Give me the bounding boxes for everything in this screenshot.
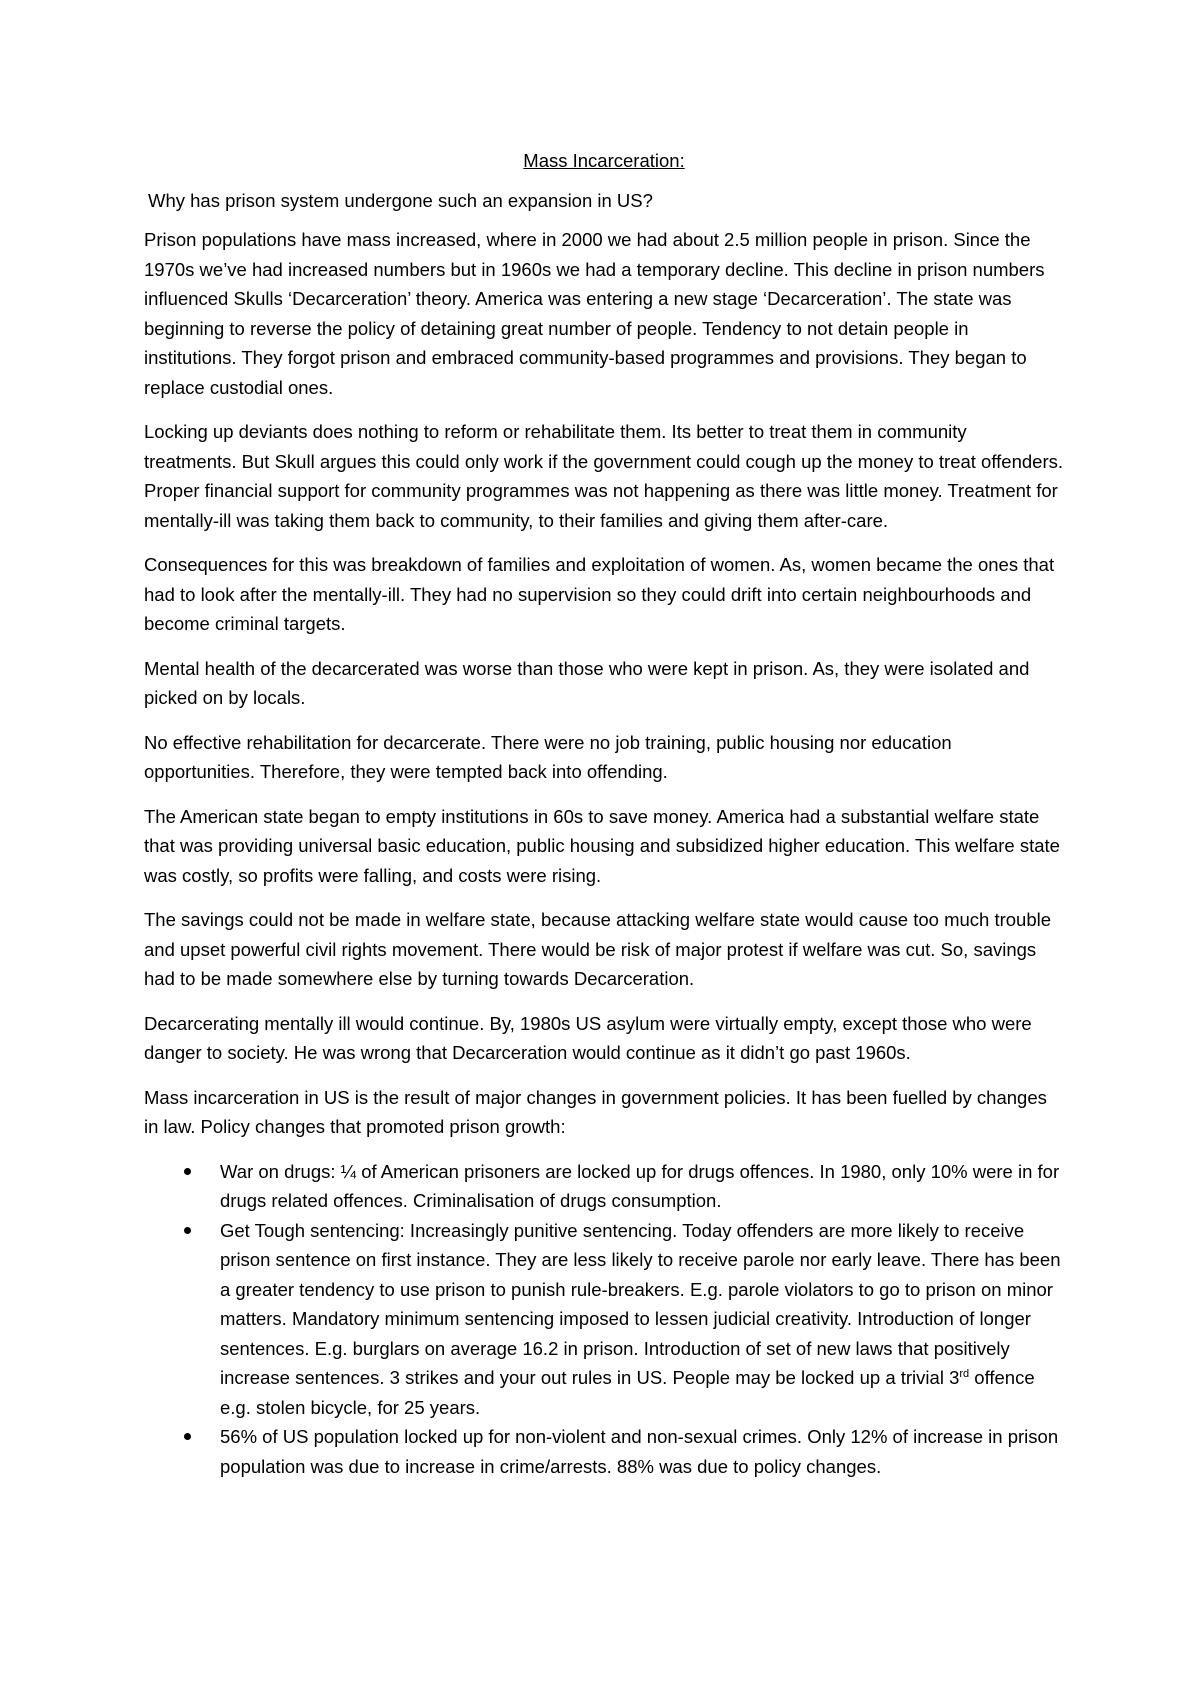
document-body <box>144 146 1064 1481</box>
list-item <box>144 1216 1064 1423</box>
list-item-text-part: offence e.g. stolen bicycle, for 25 years. <box>220 1367 1035 1418</box>
paragraph: Decarcerating mentally ill would continue. By, 1980s US asylum were virtually empty, except those who were danger to society. He was wrong that Decarceration would continue as it didn’t go past 1960s. <box>144 1012 1032 1063</box>
bullet-icon <box>184 1227 191 1234</box>
paragraph: Mass incarceration in US is the result of major changes in government policies. It has been fuelled by changes in law. Policy changes that promoted prison growth: <box>144 1086 1047 1137</box>
list-item-text-part: Get Tough sentencing: Increasingly punitive sentencing. Today offenders are more likely to receive prison sentence on first instance. They are less likely to receive parole nor early leave. There has been a greater tendency to use prison to punish rule-breakers. E.g. parole violators to go to prison on minor matters. Mandatory minimum sentencing imposed to lessen judicial creativity. Introduction of longer sentences. E.g. burglars on average 16.2 in prison. Introduction of set of new laws that positively increase sentences. 3 strikes and your out rules in US. People may be locked up a trivial 3 <box>220 1219 1061 1388</box>
list-item-text <box>220 1220 1061 1418</box>
list-item-text: War on drugs: ¼ of American prisoners are locked up for drugs offences. In 1980, only 10% were in for drugs related offences. Criminalisation of drugs consumption. <box>220 1160 1060 1211</box>
bullet-icon <box>184 1433 191 1440</box>
paragraph: Prison populations have mass increased, where in 2000 we had about 2.5 million people in prison. Since the 1970s we’ve had increased numbers but in 1960s we had a temporary decline. This decline in prison numbers influenced Skulls ‘Decarceration’ theory. America was entering a new stage ‘Decarceration’. The state was beginning to reverse the policy of detaining great number of people. Tendency to not detain people in institutions. They forgot prison and embraced community-based programmes and provisions. They began to replace custodial ones. <box>144 229 1045 398</box>
list-item <box>144 1157 1064 1216</box>
page-title: Mass Incarceration: <box>523 150 685 171</box>
paragraph: Mental health of the decarcerated was worse than those who were kept in prison. As, they were isolated and picked on by locals. <box>144 657 1030 708</box>
paragraph: No effective rehabilitation for decarcerate. There were no job training, public housing nor education opportunities. Therefore, they were tempted back into offending. <box>144 731 952 782</box>
question-text: Why has prison system undergone such an expansion in US? <box>148 189 653 211</box>
paragraph: Consequences for this was breakdown of families and exploitation of women. As, women became the ones that had to look after the mentally-ill. They had no supervision so they could drift into certain neighbourhoods and become criminal targets. <box>144 554 1055 634</box>
bullet-icon <box>184 1168 191 1175</box>
paragraph: The American state began to empty institutions in 60s to save money. America had a substantial welfare state that was providing universal basic education, public housing and subsidized higher education. This welfare state was costly, so profits were falling, and costs were rising. <box>144 805 1060 886</box>
list-item-text: 56% of US population locked up for non-violent and non-sexual crimes. Only 12% of increase in prison population was due to increase in crime/arrests. 88% was due to policy changes. <box>220 1426 1059 1477</box>
paragraph: The savings could not be made in welfare state, because attacking welfare state would cause too much trouble and upset powerful civil rights movement. There would be risk of major protest if welfare was cut. So, savings had to be made somewhere else by turning towards Decarceration. <box>144 909 1052 989</box>
paragraph: Locking up deviants does nothing to reform or rehabilitate them. Its better to treat them in community treatments. But Skull argues this could only work if the government could cough up the money to treat offenders. Proper financial support for community programmes was not happening as there was little money. Treatment for mentally-ill was taking them back to community, to their families and giving them after-care. <box>144 421 1064 531</box>
list-item <box>144 1422 1064 1481</box>
bullet-list <box>144 1157 1064 1482</box>
superscript-ordinal: rd <box>959 1367 970 1380</box>
